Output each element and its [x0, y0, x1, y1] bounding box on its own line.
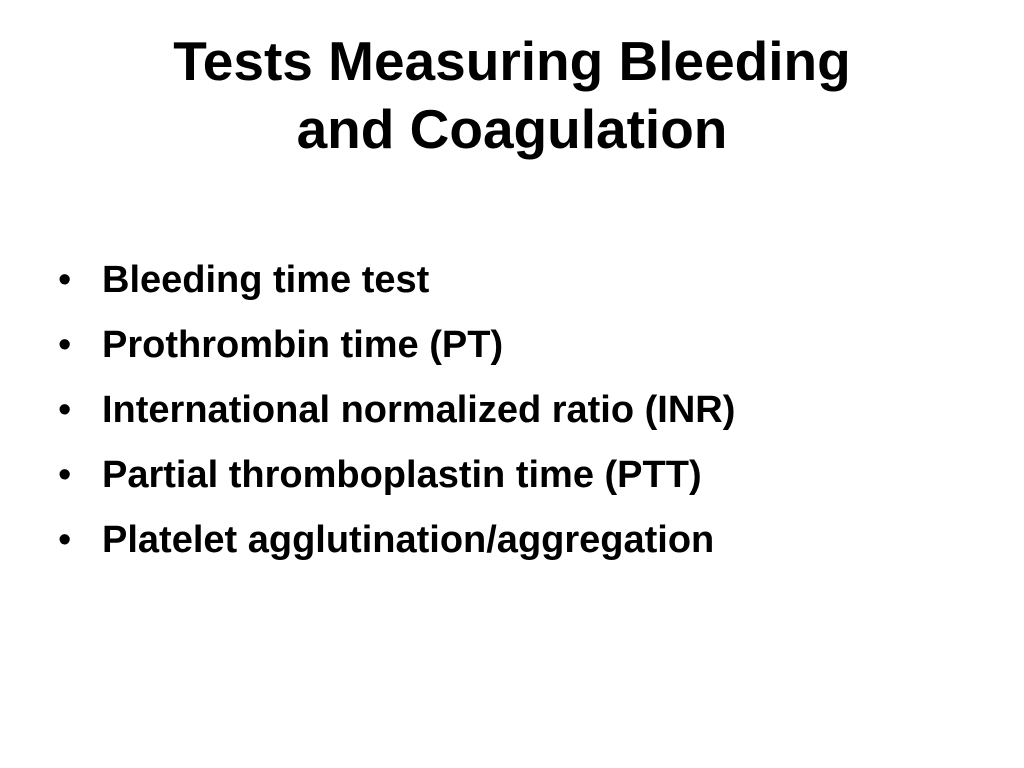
- bullet-list: [58, 251, 998, 576]
- slide-title: [0, 27, 1024, 163]
- bullet-icon: •: [58, 324, 72, 366]
- bullet-text: Platelet agglutination/aggregation: [102, 519, 715, 561]
- bullet-item-partial-thromboplastin-time: [58, 446, 998, 511]
- bullet-text: Prothrombin time (PT): [102, 324, 504, 366]
- bullet-icon: •: [58, 389, 72, 431]
- bullet-icon: •: [58, 259, 72, 301]
- bullet-item-prothrombin-time: [58, 316, 998, 381]
- bullet-text: Bleeding time test: [102, 259, 430, 301]
- bullet-item-bleeding-time-test: [58, 251, 998, 316]
- bullet-text: International normalized ratio (INR): [102, 389, 736, 431]
- bullet-item-international-normalized-ratio: [58, 381, 998, 446]
- slide-title-line-1: Tests Measuring Bleeding: [173, 30, 851, 92]
- bullet-icon: •: [58, 519, 72, 561]
- slide-title-line-2: and Coagulation: [296, 98, 728, 160]
- bullet-text: Partial thromboplastin time (PTT): [102, 454, 702, 496]
- bullet-icon: •: [58, 454, 72, 496]
- bullet-item-platelet-agglutination: [58, 511, 998, 576]
